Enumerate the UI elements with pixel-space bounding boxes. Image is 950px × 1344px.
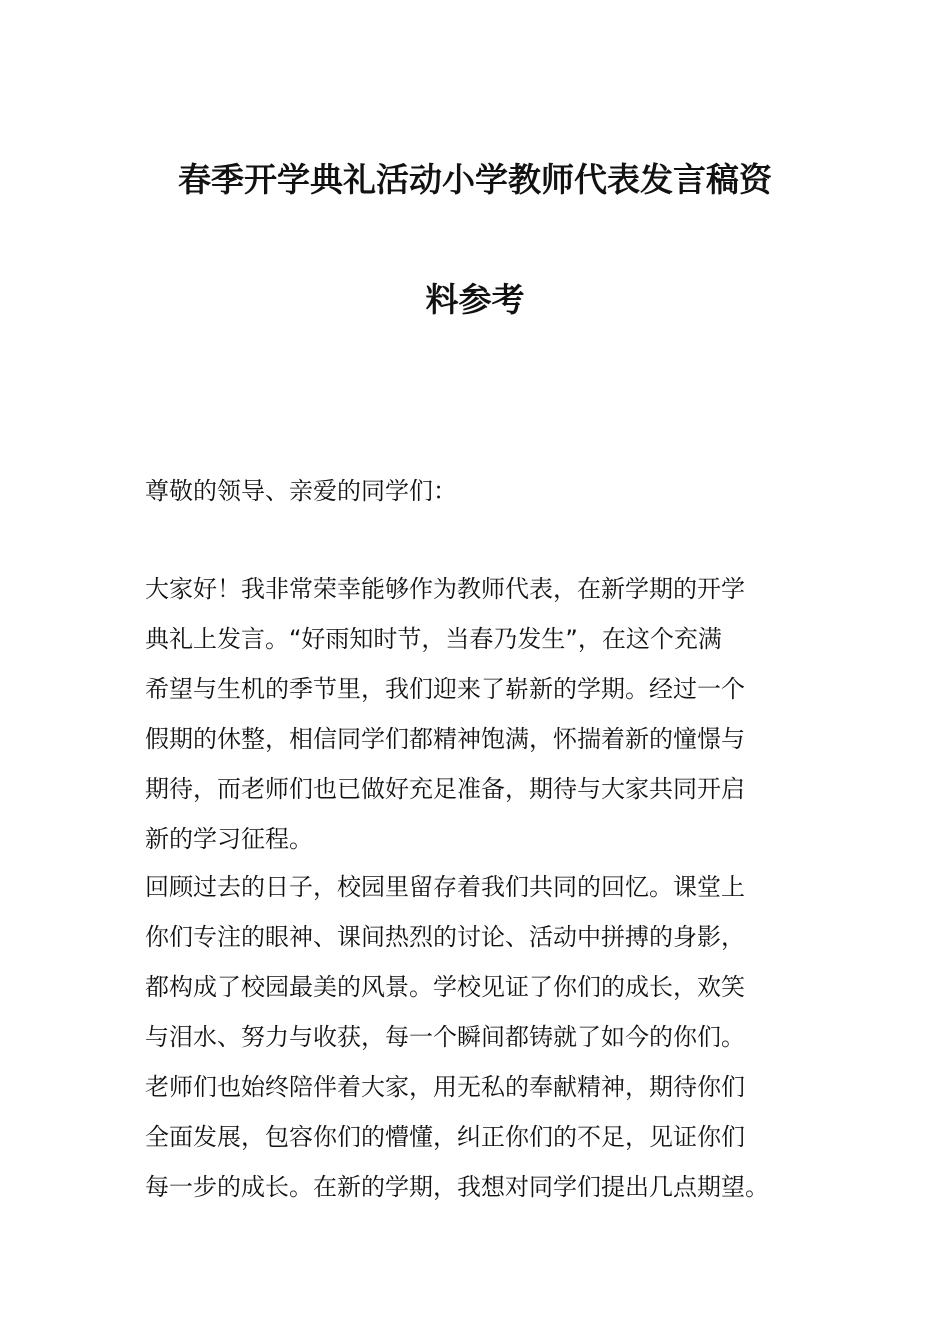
document-title-line-2: 料参考 xyxy=(425,280,525,319)
paragraph-2-line: 与泪水、努力与收获，每一个瞬间都铸就了如今的你们。 xyxy=(145,1023,745,1051)
paragraph-2-line: 你们专注的眼神、课间热烈的讨论、活动中拼搏的身影， xyxy=(145,923,745,951)
paragraph-2 xyxy=(145,862,815,1212)
paragraph-1-line: 大家好！我非常荣幸能够作为教师代表，在新学期的开学 xyxy=(145,575,745,603)
paragraph-2-line: 都构成了校园最美的风景。学校见证了你们的成长，欢笑 xyxy=(145,973,745,1001)
paragraph-1-line: 希望与生机的季节里，我们迎来了崭新的学期。经过一个 xyxy=(145,675,745,703)
document-title-line-1: 春季开学典礼活动小学教师代表发言稿资 xyxy=(178,160,772,199)
paragraph-1-line: 期待，而老师们也已做好充足准备，期待与大家共同开启 xyxy=(145,775,745,803)
paragraph-2-line: 回顾过去的日子，校园里留存着我们共同的回忆。课堂上 xyxy=(145,873,745,901)
paragraph-1-line: 假期的休整，相信同学们都精神饱满，怀揣着新的憧憬与 xyxy=(145,725,745,753)
paragraph-1 xyxy=(145,564,815,864)
salutation: 尊敬的领导、亲爱的同学们： xyxy=(145,477,457,505)
paragraph-2-line: 每一步的成长。在新的学期，我想对同学们提出几点期望。 xyxy=(145,1173,769,1201)
paragraph-1-line: 典礼上发言。“好雨知时节，当春乃发生”，在这个充满 xyxy=(145,625,722,653)
paragraph-1-line: 新的学习征程。 xyxy=(145,825,313,853)
paragraph-2-line: 全面发展，包容你们的懵懂，纠正你们的不足，见证你们 xyxy=(145,1123,745,1151)
paragraph-2-line: 老师们也始终陪伴着大家，用无私的奉献精神，期待你们 xyxy=(145,1073,745,1101)
